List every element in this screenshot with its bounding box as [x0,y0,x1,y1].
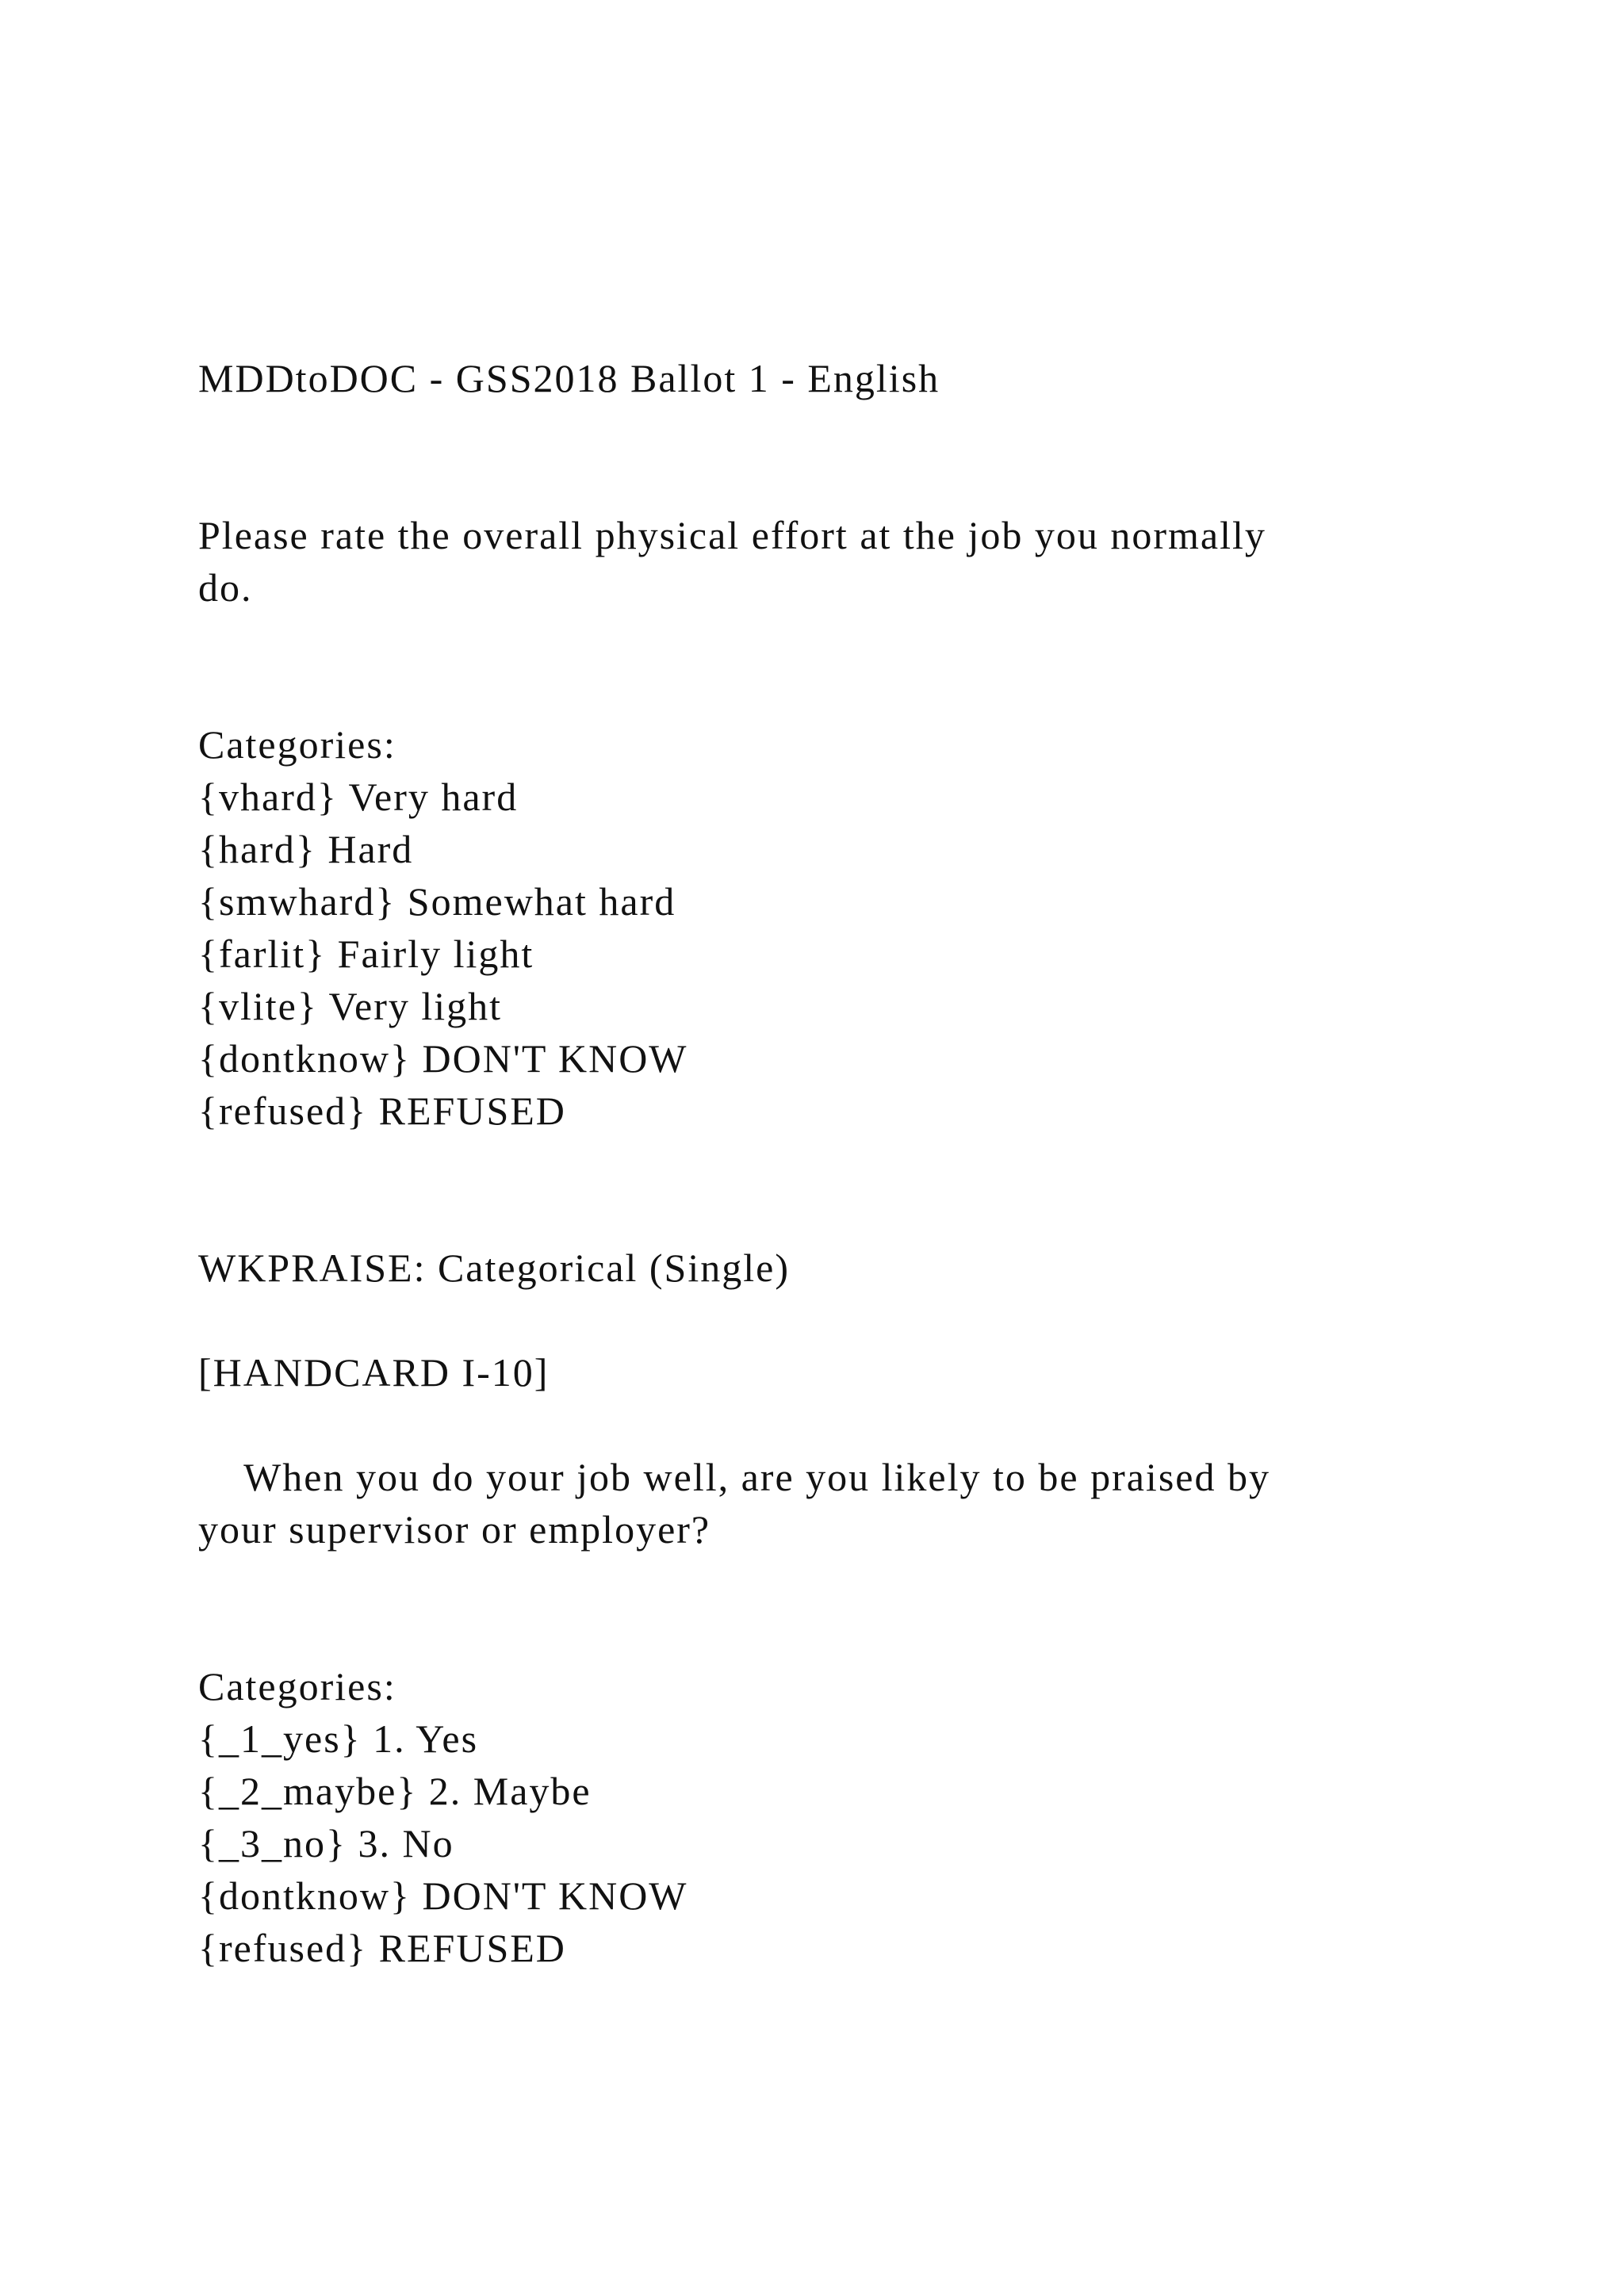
question-text-line: your supervisor or employer? [198,1507,711,1552]
category-item: {refused} REFUSED [198,1089,566,1133]
category-item: {hard} Hard [198,827,414,871]
variable-heading: WKPRAISE: Categorical (Single) [198,1246,790,1290]
category-item: {vlite} Very light [198,984,503,1028]
category-item: {_1_yes} 1. Yes [198,1716,479,1761]
categories-label: Categories: [198,722,396,767]
category-item: {_2_maybe} 2. Maybe [198,1769,592,1813]
category-item: {_3_no} 3. No [198,1821,454,1866]
categories-label: Categories: [198,1664,396,1709]
category-item: {vhard} Very hard [198,775,519,819]
question-text-line: do. [198,565,253,610]
category-item: {refused} REFUSED [198,1926,566,1970]
document-title: MDDtoDOC - GSS2018 Ballot 1 - English [198,356,940,400]
category-item: {dontknow} DON'T KNOW [198,1036,688,1081]
question-text-line: Please rate the overall physical effort at the job you normally [198,513,1266,557]
handcard-label: [HANDCARD I-10] [198,1350,550,1395]
category-item: {dontknow} DON'T KNOW [198,1873,688,1918]
category-item: {smwhard} Somewhat hard [198,879,676,924]
category-item: {farlit} Fairly light [198,932,534,976]
question-text-line: When you do your job well, are you likely to be praised by [198,1455,1270,1499]
